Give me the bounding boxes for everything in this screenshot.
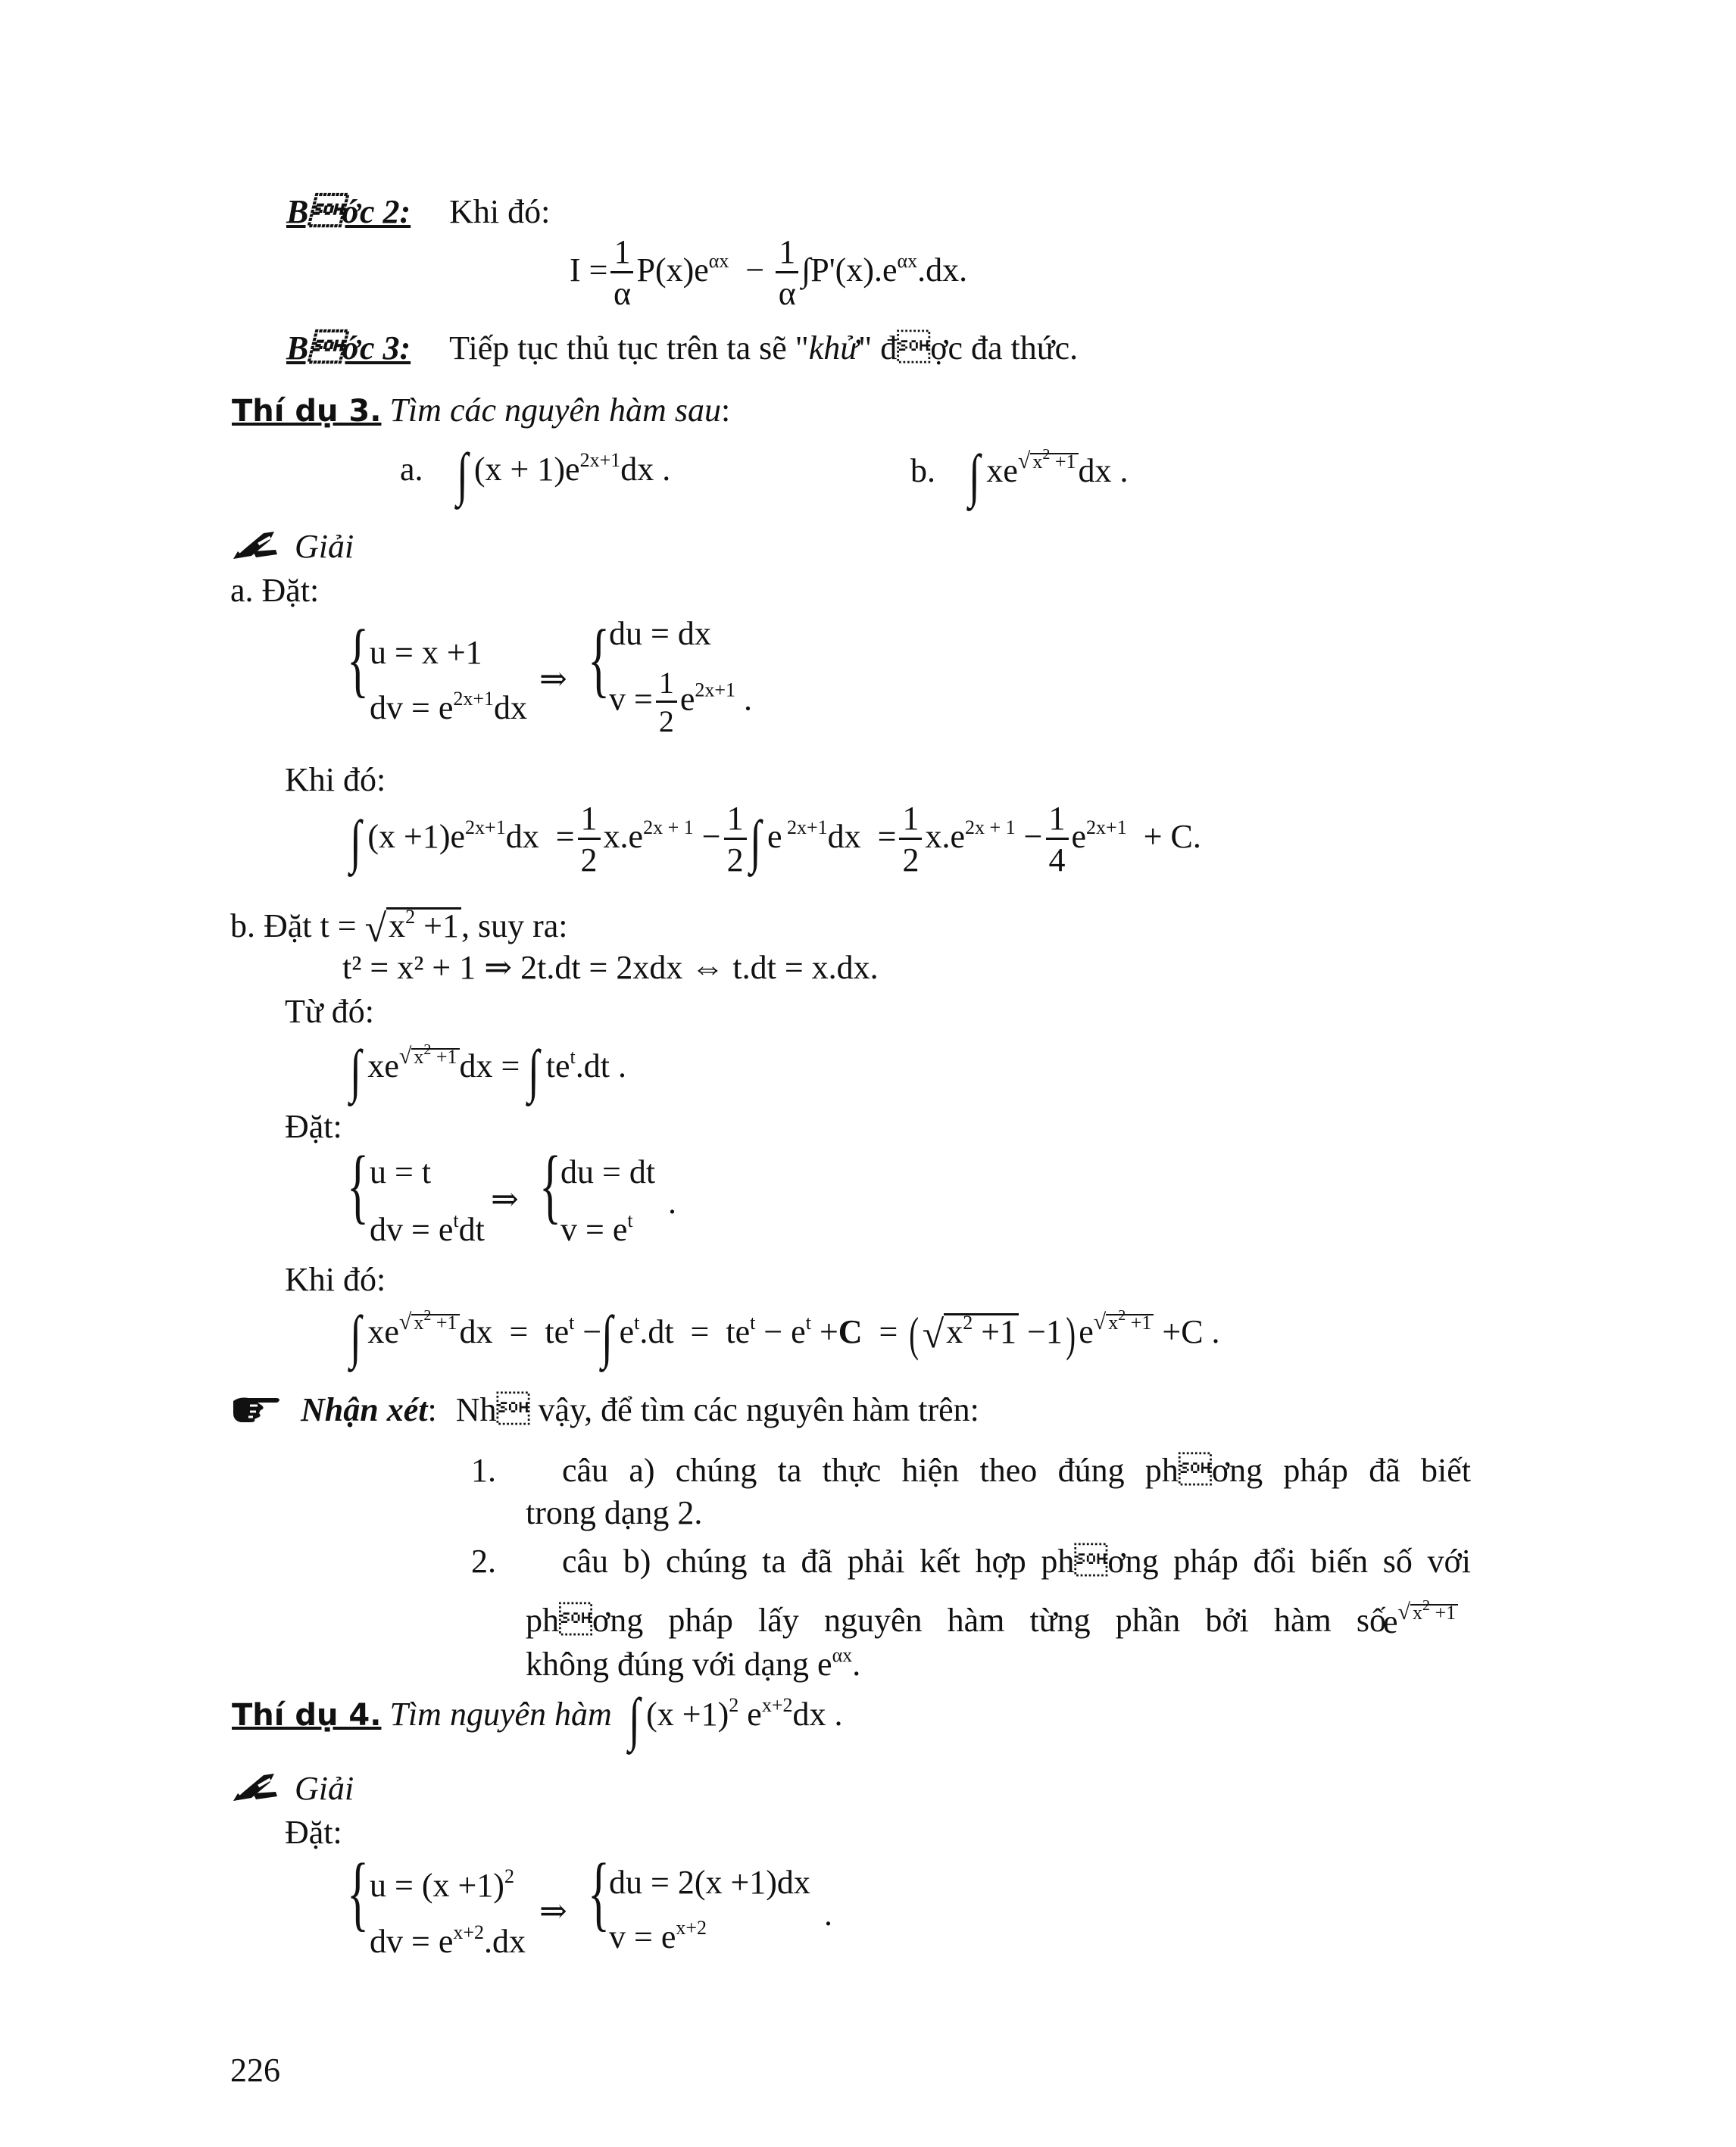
ex3-b-result: ∫ $xe^{√ x^2 +1}dx = te^t$ −∫ $e^t.dt = te^t - e^t +C = (√x^2 +1 -1)e^{√ x^2 +1} +C$ . (350, 1303, 1220, 1369)
ex3-b-substitution: ∫ $xe^{√ x^2 +1}dx$ = ∫ $te^t.dt$ . (350, 1038, 626, 1103)
step2-formula: I = $\frac{1}{\alpha}$ $P(x)e^{\alpha x}$ − $\frac{1}{\alpha}$ $\int P'(x).e^{\alpha x}.dx$. (570, 233, 968, 313)
remark-text: Nh vậy, để tìm các nguyên hàm trên: (455, 1391, 979, 1428)
ex3-b-dat-post: , suy ra: (461, 907, 568, 944)
remark-label: Nhận xét (301, 1391, 428, 1428)
ex3-a-system: { u = x +1 dv = $e^{2x+1}dx$ ⇒ { du = dx v = $\frac{1}{2}$ $e^{2x+1}$ . (347, 613, 753, 738)
ex3-b-system: { u = t dv = $e^tdt$ ⇒ { du = dt $v = e^t$ . (347, 1139, 676, 1248)
remark-item1-line1: câu a) chúng ta thực hiện theo đúng phơng pháp đã biết (562, 1452, 1471, 1489)
ex4-system: { $u = (x +1)^2$ dv = $e^{x+2}.dx$ ⇒ { du = 2(x +1)dx $v = e^{x+2}$ . (347, 1846, 832, 1960)
page-number: 226 (230, 2052, 280, 2089)
ex4-integral: ∫ $(x +1)^2$ $e^{x+2}dx$ . (628, 1686, 843, 1752)
step2-label: Bớc 2: (286, 193, 411, 230)
ex3-title: Tìm các nguyên hàm sau (389, 392, 721, 429)
step3-label: Bớc 3: (286, 329, 411, 367)
ex3-a-dat: a. Đặt: (230, 572, 320, 609)
step3-text-before: Tiếp tục thủ tục trên ta sẽ " (449, 329, 809, 367)
step3-text-after: " đợc đa thức. (858, 329, 1079, 367)
ex3-b-khi-do: Khi đó: (285, 1261, 386, 1298)
ex3-label: Thí dụ 3. (232, 394, 382, 429)
ex4-label: Thí dụ 4. (232, 1698, 382, 1733)
sqrt-expression: $√x^2 +1$ (365, 907, 461, 949)
ex3-b-dat-pre: b. Đặt t = (230, 907, 357, 944)
ex4-solution-label: Giải (295, 1770, 354, 1807)
remark-item2-line2: phơng pháp lấy nguyên hàm từng phần bởi hàm số (526, 1602, 1386, 1639)
ex3-b-tu-do: Từ đó: (285, 993, 374, 1030)
ex3-b-dat: Đặt: (285, 1108, 342, 1145)
remark-item1-line2: trong dạng 2. (526, 1494, 703, 1531)
ex3-a-result: ∫ $(x +1)e^{2x+1}dx$ = $\frac{1}{2}$ $x.e^{2x + 1}$ − $\frac{1}{2}$ ∫ e $^{2x+1}$dx = $\frac{1}{2}$ $x.e^{2x + 1}$ − $\frac{1}{4}$ $e^{2x+1} + C$. (350, 800, 1201, 879)
step3-khu: khử (808, 329, 859, 367)
remark-item2-exp: $e^{√ x^2 +1}$ (1383, 1604, 1458, 1639)
ex3-a-khi-do: Khi đó: (285, 761, 386, 798)
remark-item2-num: 2. (471, 1543, 496, 1580)
ex3-b-line2: t² = x² + 1 ⇒ 2t.dt = 2xdx ⇔ t.dt = x.dx. (342, 949, 879, 986)
pen-hand-icon (230, 1771, 280, 1804)
remark-item2-line3: không đúng với dạng e (526, 1646, 832, 1683)
pen-hand-icon (230, 529, 280, 562)
remark-item1-num: 1. (471, 1452, 496, 1489)
ex4-title: Tìm nguyên hàm (389, 1696, 612, 1733)
ex3-problem-a: a. ∫ $(x + 1)e^{2x+1}dx$ . (400, 441, 671, 507)
remark-item2-line1: câu b) chúng ta đã phải kết hợp phơng pháp đổi biến số với (562, 1543, 1471, 1580)
ex3-solution-label: Giải (295, 528, 354, 565)
pointing-hand-icon (232, 1393, 283, 1424)
ex4-dat: Đặt: (285, 1814, 342, 1851)
step2-text: Khi đó: (449, 193, 551, 230)
ex3-problem-b: b. ∫ $xe^{√ x^2 +1}dx$ . (910, 442, 1129, 508)
